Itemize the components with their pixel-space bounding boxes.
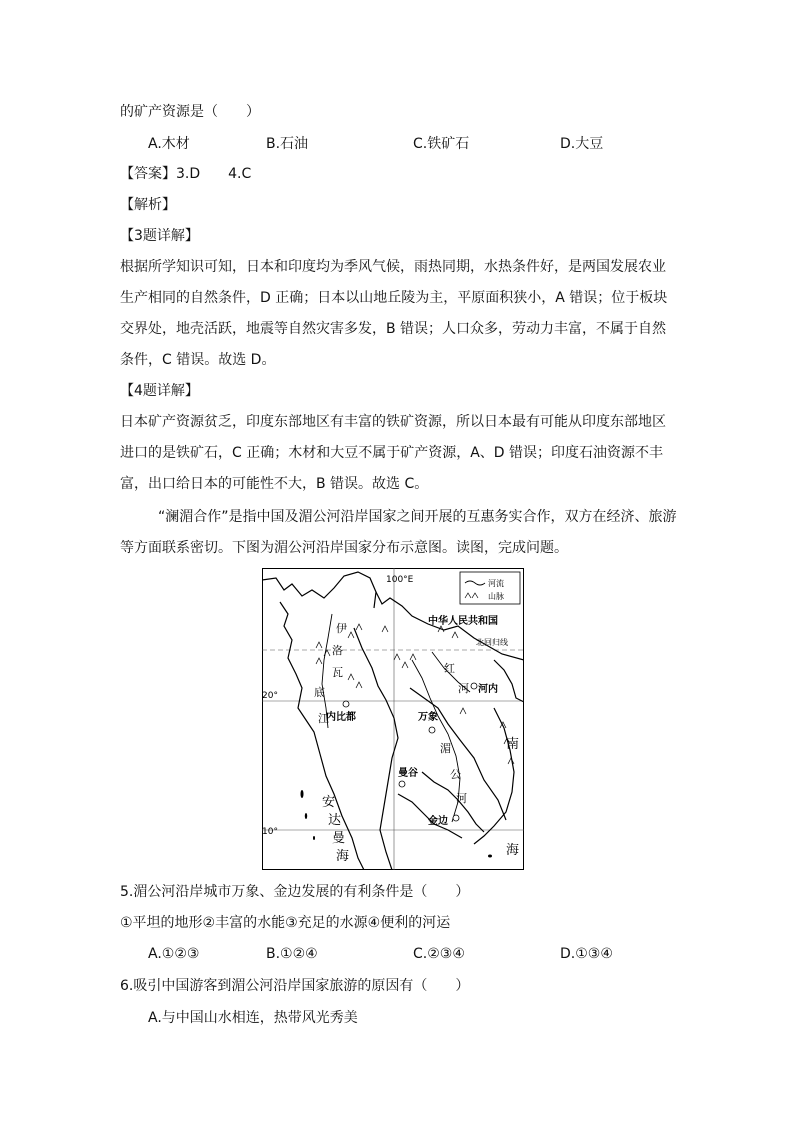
answer-line: 【答案】3.D 4.C bbox=[120, 166, 252, 182]
q5-option-b: B.①②④ bbox=[266, 946, 318, 962]
label-tropic: 北回归线 bbox=[476, 638, 508, 647]
q4-line-1: 日本矿产资源贫乏，印度东部地区有丰富的铁矿资源，所以日本最有可能从印度东部地区 bbox=[120, 414, 666, 430]
mekong-map bbox=[262, 568, 524, 870]
irrawaddy-char-3: 瓦 bbox=[332, 666, 343, 679]
legend-mountain-label: 山脉 bbox=[488, 592, 504, 601]
andaman-char-1: 安 bbox=[322, 795, 336, 810]
city-vientiane: 万象 bbox=[418, 712, 438, 723]
mekong-char-1: 湄 bbox=[440, 742, 451, 755]
label-10: 10° bbox=[262, 827, 278, 837]
label-100e: 100°E bbox=[386, 575, 414, 585]
legend-river-label: 河流 bbox=[488, 579, 504, 588]
q4-line-2: 进口的是铁矿石，C 正确；木材和大豆不属于矿产资源，A、D 错误；印度石油资源不丰 bbox=[120, 445, 664, 461]
q6-stem: 6.吸引中国游客到湄公河沿岸国家旅游的原因有（ ） bbox=[120, 978, 470, 994]
city-bangkok: 曼谷 bbox=[398, 768, 418, 779]
andaman-char-3: 曼 bbox=[332, 831, 346, 846]
andaman-char-4: 海 bbox=[336, 849, 350, 864]
q5-option-a: A.①②③ bbox=[148, 946, 200, 962]
label-20: 20° bbox=[262, 691, 278, 701]
q4-heading: 【4题详解】 bbox=[120, 383, 199, 399]
city-hanoi: 河内 bbox=[478, 684, 498, 695]
south-sea-char-1: 南 bbox=[506, 737, 520, 752]
q5-option-c: C.②③④ bbox=[413, 946, 465, 962]
map-frame bbox=[263, 569, 524, 870]
intro-line-2: 等方面联系密切。下图为湄公河沿岸国家分布示意图。读图，完成问题。 bbox=[120, 540, 568, 556]
mekong-char-3: 河 bbox=[456, 792, 467, 805]
irrawaddy-char-1: 伊 bbox=[336, 622, 347, 635]
red-river-char-2: 河 bbox=[458, 682, 469, 695]
andaman-char-2: 达 bbox=[328, 813, 342, 828]
q2-option-b: B.石油 bbox=[266, 136, 309, 152]
q3-line-4: 条件，C 错误。故选 D。 bbox=[120, 352, 276, 368]
intro-line-1: “澜湄合作”是指中国及湄公河沿岸国家之间开展的互惠务实合作，双方在经济、旅游 bbox=[158, 509, 677, 525]
q2-option-d: D.大豆 bbox=[560, 136, 604, 152]
south-sea-char-2: 海 bbox=[506, 843, 520, 858]
q3-line-3: 交界处，地壳活跃，地震等自然灾害多发，B 错误；人口众多，劳动力丰富，不属于自然 bbox=[120, 321, 667, 337]
q5-stem: 5.湄公河沿岸城市万象、金边发展的有利条件是（ ） bbox=[120, 884, 470, 900]
city-naypyidaw: 内比都 bbox=[326, 712, 356, 723]
q5-items: ①平坦的地形②丰富的水能③充足的水源④便利的河运 bbox=[120, 915, 451, 931]
q5-option-d: D.①③④ bbox=[560, 946, 613, 962]
irrawaddy-char-2: 洛 bbox=[332, 644, 343, 657]
q3-heading: 【3题详解】 bbox=[120, 228, 199, 244]
red-river-char-1: 红 bbox=[444, 662, 455, 675]
q3-line-2: 生产相同的自然条件，D 正确；日本以山地丘陵为主，平原面积狭小，A 错误；位于板块 bbox=[120, 290, 668, 306]
label-china: 中华人民共和国 bbox=[428, 616, 498, 627]
q6-option-a: A.与中国山水相连，热带风光秀美 bbox=[148, 1010, 358, 1026]
q3-line-1: 根据所学知识可知，日本和印度均为季风气候，雨热同期，水热条件好，是两国发展农业 bbox=[120, 259, 666, 275]
irrawaddy-char-5: 江 bbox=[318, 712, 329, 725]
q4-line-3: 富，出口给日本的可能性不大，B 错误。故选 C。 bbox=[120, 476, 429, 492]
city-phnom-penh: 金边 bbox=[428, 816, 448, 827]
irrawaddy-char-4: 底 bbox=[314, 686, 325, 699]
q2-option-a: A.木材 bbox=[148, 136, 190, 152]
q2-stem-tail: 的矿产资源是（ ） bbox=[120, 104, 260, 120]
mekong-char-2: 公 bbox=[450, 768, 461, 781]
analysis-heading: 【解析】 bbox=[120, 197, 176, 213]
q2-option-c: C.铁矿石 bbox=[413, 136, 470, 152]
